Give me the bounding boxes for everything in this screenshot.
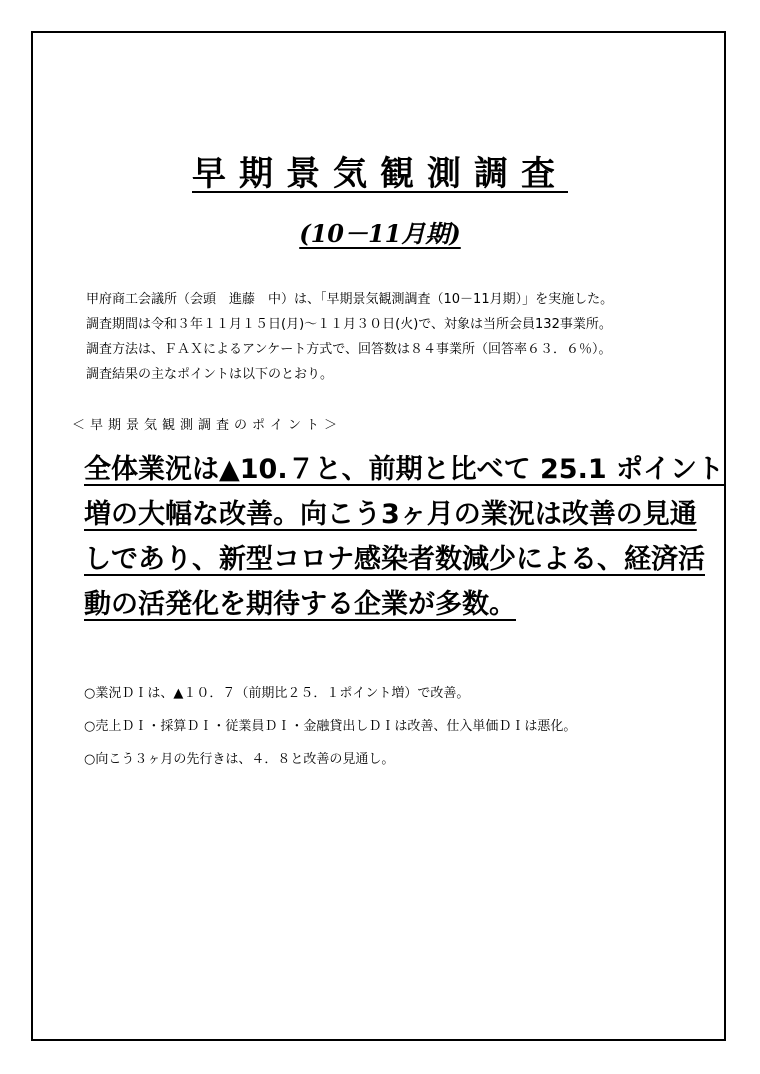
bullet-list: [84, 677, 576, 776]
document-subtitle: (10－11月期): [299, 219, 461, 248]
bullet-item: ○売上ＤＩ・採算ＤＩ・従業員ＤＩ・金融貸出しＤＩは改善、仕入単価ＤＩは悪化。: [84, 719, 577, 734]
intro-line: 甲府商工会議所（会頭 進藤 中）は、「早期景気観測調査（10－11月期）」を実施した。: [86, 292, 614, 307]
bullet-item: ○向こう３ヶ月の先行きは、４．８と改善の見通し。: [84, 752, 395, 767]
intro-paragraph: [86, 287, 706, 387]
highlight-line: 全体業況は▲10.７と、前期と比べて 25.1 ポイント: [84, 454, 725, 485]
points-heading: ＜早期景気観測調査のポイント＞: [72, 418, 343, 433]
highlight-summary: [84, 447, 725, 627]
highlight-line: しであり、新型コロナ感染者数減少による、経済活: [84, 544, 705, 575]
intro-line: 調査期間は令和３年１１月１５日(月)～１１月３０日(火)で、対象は当所会員132事業所。: [86, 317, 612, 332]
highlight-line: 動の活発化を期待する企業が多数。: [84, 589, 516, 620]
intro-line: 調査方法は、ＦＡＸによるアンケート方式で、回答数は８４事業所（回答率６３．６％）。: [86, 342, 612, 357]
bullet-item: ○業況ＤＩは、▲１０．７（前期比２５．１ポイント増）で改善。: [84, 686, 470, 701]
document-title: 早期景気観測調査: [192, 154, 568, 194]
intro-line: 調査結果の主なポイントは以下のとおり。: [86, 367, 334, 382]
highlight-line: 増の大幅な改善。向こう3ヶ月の業況は改善の見通: [84, 499, 697, 530]
